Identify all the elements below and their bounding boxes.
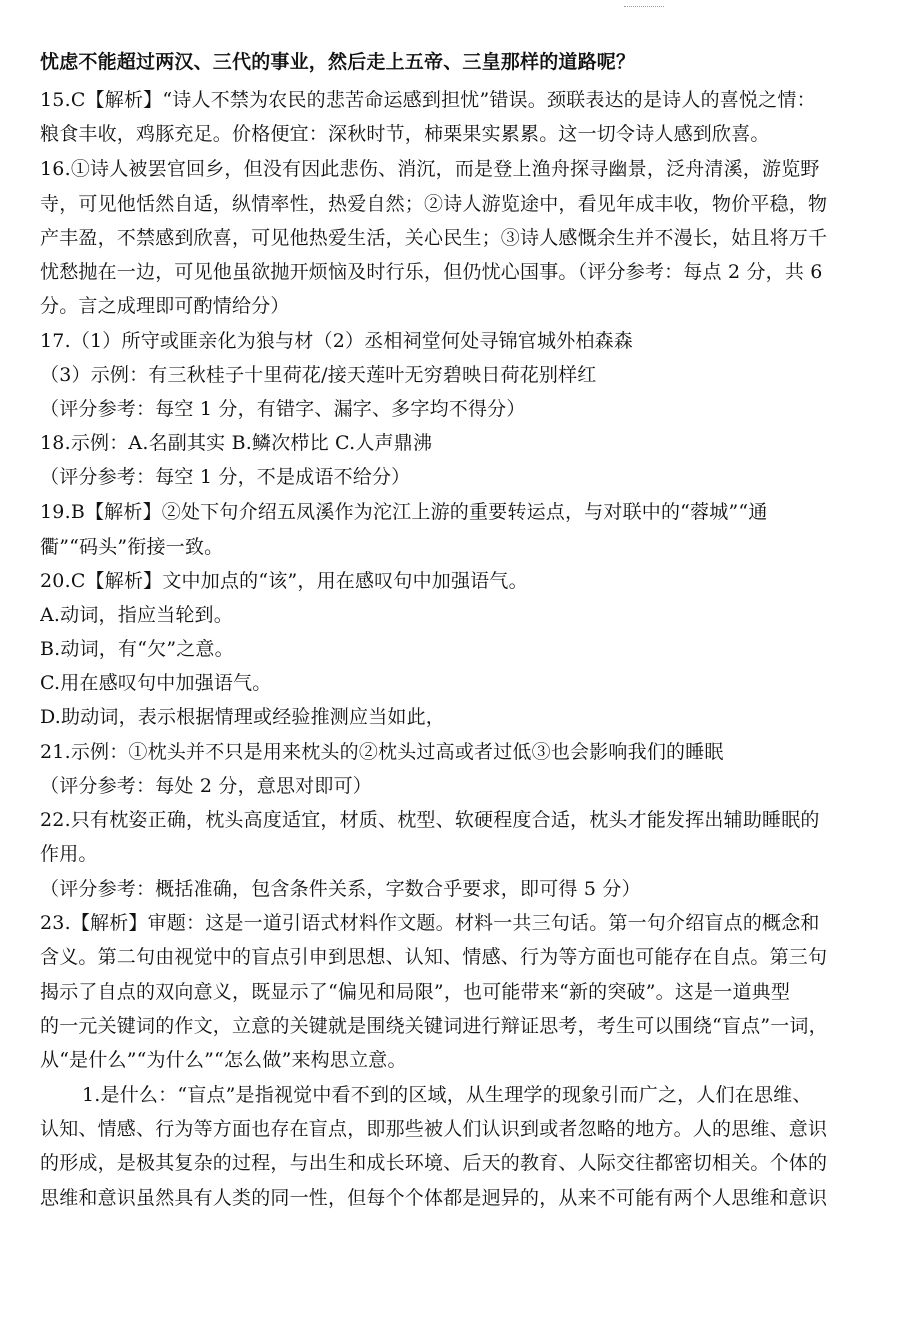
text-line-31: 1.是什么：“盲点”是指视觉中看不到的区域，从生理学的现象引而广之，人们在思维、 (82, 1084, 812, 1106)
text-line-20: D.助动词，表示根据情理或经验推测应当如此， (40, 706, 445, 728)
text-line-11: （评分参考：每空 1 分，有错字、漏字、多字均不得分） (40, 398, 526, 420)
text-line-7: 忧愁抛在一边，可见他虽欲抛开烦恼及时行乐，但仍忧心国事。（评分参考：每点 2 分，共 6 (40, 261, 823, 283)
text-line-27: 含义。第二句由视觉中的盲点引申到思想、认知、情感、行为等方面也可能存在自点。第三句 (40, 946, 828, 968)
text-line-5: 寺，可见他恬然自适，纵情率性，热爱自然；②诗人游览途中，看见年成丰收，物价平稳，物 (40, 193, 828, 215)
text-line-3: 粮食丰收，鸡豚充足。价格便宜：深秋时节，柿栗果实累累。这一切令诗人感到欣喜。 (40, 123, 770, 145)
text-line-26: 23.【解析】审题：这是一道引语式材料作文题。材料一共三句话。第一句介绍盲点的概念和 (40, 912, 820, 934)
text-line-19: C.用在感叹句中加强语气。 (40, 672, 272, 694)
text-line-29: 的一元关键词的作文，立意的关键就是围绕关键词进行辩证思考，考生可以围绕“盲点”一词， (40, 1015, 828, 1037)
text-line-6: 产丰盈，不禁感到欣喜，可见他热爱生活，关心民生；③诗人感慨余生并不漫长，姑且将万千 (40, 227, 828, 249)
text-line-9: 17.（1）所守或匪亲化为狼与材（2）丞相祠堂何处寻锦官城外柏森森 (40, 330, 633, 352)
text-line-34: 思维和意识虽然具有人类的同一性，但每个个体都是迥异的，从来不可能有两个人思维和意识 (40, 1187, 828, 1209)
text-line-30: 从“是什么”“为什么”“怎么做”来构思立意。 (40, 1049, 407, 1071)
text-line-10: （3）示例：有三秋桂子十里荷花/接天莲叶无穷碧映日荷花别样红 (40, 364, 597, 386)
text-line-2: 15.C【解析】“诗人不禁为农民的悲苦命运感到担忧”错误。颈联表达的是诗人的喜悦之情： (40, 89, 816, 111)
text-line-21: 21.示例：①枕头并不只是用来枕头的②枕头过高或者过低③也会影响我们的睡眠 (40, 741, 724, 763)
text-line-16: 20.C【解析】文中加点的“该”，用在感叹句中加强语气。 (40, 570, 528, 592)
text-line-33: 的形成，是极其复杂的过程，与出生和成长环境、后天的教育、人际交往都密切相关。个体的 (40, 1152, 828, 1174)
text-line-1: 忧虑不能超过两汉、三代的事业，然后走上五帝、三皇那样的道路呢？ (40, 51, 636, 73)
scan-dots (624, 6, 664, 13)
text-line-4: 16.①诗人被罢官回乡，但没有因此悲伤、消沉，而是登上渔舟探寻幽景，泛舟清溪，游览野 (40, 158, 820, 180)
text-line-17: A.动词，指应当轮到。 (40, 604, 233, 626)
text-line-32: 认知、情感、行为等方面也存在盲点，即那些被人们认识到或者忽略的地方。人的思维、意识 (40, 1118, 828, 1140)
text-line-14: 19.B【解析】②处下句介绍五凤溪作为沱江上游的重要转运点，与对联中的“蓉城”“通 (40, 501, 768, 523)
text-line-28: 揭示了自点的双向意义，既显示了“偏见和局限”，也可能带来“新的突破”。这是一道典型 (40, 981, 791, 1003)
text-line-22: （评分参考：每处 2 分，意思对即可） (40, 775, 372, 797)
text-line-25: （评分参考：概括准确，包含条件关系，字数合乎要求，即可得 5 分） (40, 878, 641, 900)
text-line-23: 22.只有枕姿正确，枕头高度适宜，材质、枕型、软硬程度合适，枕头才能发挥出辅助睡眠的 (40, 809, 820, 831)
text-line-24: 作用。 (40, 843, 98, 865)
text-line-18: B.动词，有“欠”之意。 (40, 638, 234, 660)
text-line-12: 18.示例：A.名副其实 B.鳞次栉比 C.人声鼎沸 (40, 432, 433, 454)
text-line-8: 分。言之成理即可酌情给分） (40, 295, 290, 317)
text-line-15: 衢”“码头”衔接一致。 (40, 536, 224, 558)
text-line-13: （评分参考：每空 1 分，不是成语不给分） (40, 466, 411, 488)
